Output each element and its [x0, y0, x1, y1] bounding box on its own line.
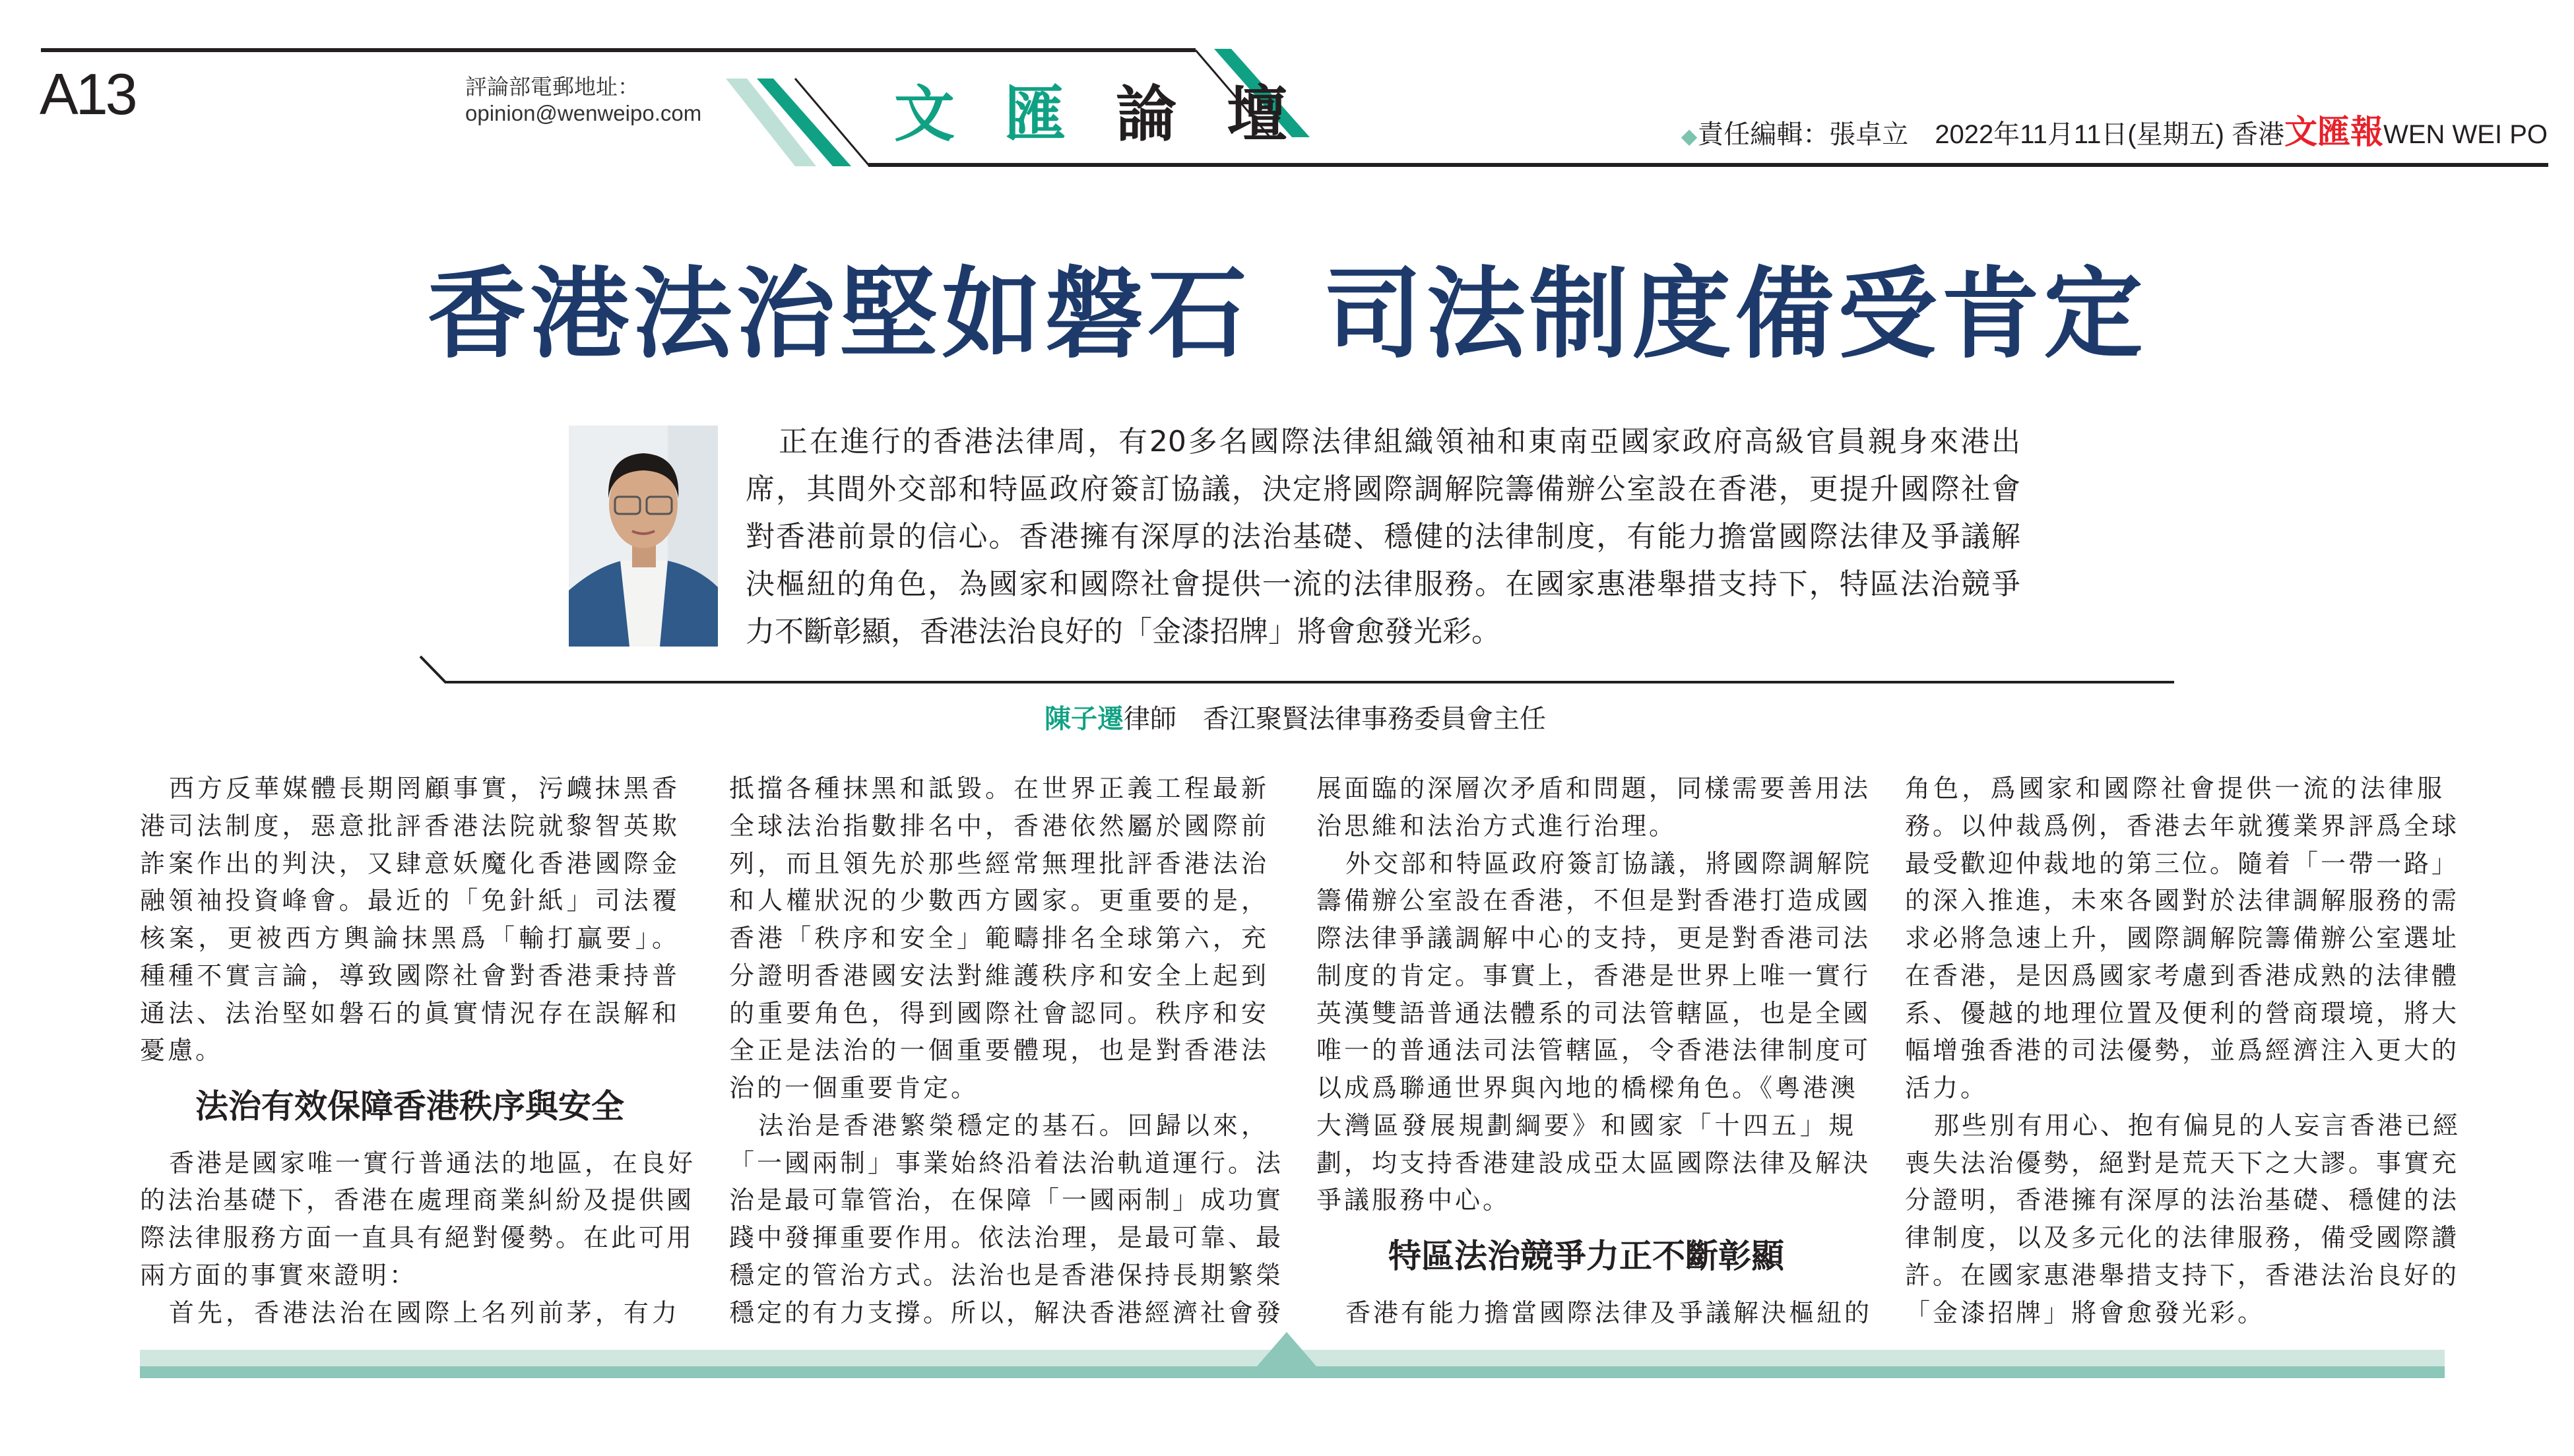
- body-text-line: 系、優越的地理位置及便利的營商環境，將大: [1905, 998, 2460, 1028]
- body-text-line: 角色，爲國家和國際社會提供一流的法律服: [1905, 774, 2445, 803]
- email-block: [465, 74, 701, 127]
- footer-triangle: [1257, 1332, 1316, 1366]
- body-text-line: 港司法制度，惡意批評香港法院就黎智英欺: [140, 811, 680, 840]
- body-text-line: 列，而且領先於那些經常無理批評香港法治: [729, 848, 1269, 878]
- newspaper-logo-en: WEN WEI PO: [2383, 120, 2548, 149]
- footer-bar-dark: [140, 1366, 2445, 1378]
- body-text-line: 許。在國家惠港舉措支持下，香港法治良好的: [1905, 1260, 2460, 1290]
- subheading: 法治有效保障香港秩序與安全: [195, 1087, 624, 1125]
- article-column-2: [729, 770, 1284, 1331]
- body-text-line: 英漢雙語普通法體系的司法管轄區，也是全國: [1316, 998, 1871, 1028]
- body-text-line: 以成爲聯通世界與內地的橋樑角色。《粵港澳: [1316, 1073, 1859, 1102]
- body-text-line: 劃，均支持香港建設成亞太區國際法律及解決: [1316, 1148, 1871, 1178]
- body-text-line: 唯一的普通法司法管轄區，令香港法律制度可: [1316, 1036, 1871, 1065]
- body-text-line: 憂慮。: [140, 1036, 224, 1065]
- article-column-1: [140, 770, 696, 1331]
- body-text-line: 喪失法治優勢，絕對是荒天下之大謬。事實充: [1905, 1148, 2460, 1178]
- editor-credit: 責任編輯：張卓立: [1697, 120, 1909, 149]
- body-text-line: 「金漆招牌」將會愈發光彩。: [1905, 1298, 2266, 1327]
- diamond-icon: ◆: [1681, 124, 1698, 148]
- intro-separator: [420, 656, 2174, 682]
- body-text-line: 際法律爭議調解中心的支持，更是對香港司法: [1316, 924, 1871, 953]
- body-text-line: 外交部和特區政府簽訂協議，將國際調解院: [1345, 848, 1873, 878]
- body-text-line: 際法律服務方面一直具有絕對優勢。在此可用: [140, 1223, 695, 1252]
- intro-line: 對香港前景的信心。香港擁有深厚的法治基礎、穩健的法律制度，有能力擔當國際法律及爭議解: [746, 520, 2020, 554]
- body-text-line: 的重要角色，得到國際社會認同。秩序和安: [729, 998, 1269, 1028]
- body-text-line: 籌備辦公室設在香港，不但是對香港打造成國: [1316, 886, 1871, 916]
- body-text-line: 制度的肯定。事實上，香港是世界上唯一實行: [1316, 961, 1871, 990]
- body-text-line: 種種不實言論，導致國際社會對香港秉持普: [140, 961, 680, 990]
- issue-date: 2022年11月11日(星期五): [1935, 120, 2224, 149]
- body-text-line: 那些別有用心、抱有偏見的人妄言香港已經: [1934, 1110, 2461, 1140]
- page-number: A13: [40, 61, 135, 127]
- body-text-line: 兩方面的事實來證明：: [140, 1260, 418, 1290]
- body-text-line: 詐案作出的判決，又肆意妖魔化香港國際金: [140, 848, 680, 878]
- body-text-line: 通法、法治堅如磐石的眞實情況存在誤解和: [140, 998, 680, 1028]
- body-text-line: 在香港，是因爲國家考慮到香港成熟的法律體: [1905, 961, 2460, 990]
- body-text-line: 分證明香港國安法對維護秩序和安全上起到: [729, 961, 1269, 990]
- body-text-line: 求必將急速上升，國際調解院籌備辦公室選址: [1905, 924, 2460, 953]
- body-text-line: 幅增強香港的司法優勢，並爲經濟注入更大的: [1905, 1036, 2460, 1065]
- section-title-dark: 論 壇: [1116, 79, 1303, 150]
- body-text-line: 西方反華媒體長期罔顧事實，污衊抹黑香: [169, 774, 680, 803]
- email-label: 評論部電郵地址：: [465, 75, 639, 99]
- body-text-line: 爭議服務中心。: [1316, 1186, 1511, 1215]
- author-title: 律師 香江聚賢法律事務委員會主任: [1124, 704, 1546, 734]
- body-text-line: 核案，更被西方輿論抹黑爲「輸打贏要」。: [140, 924, 680, 953]
- intro-line: 席，其間外交部和特區政府簽訂協議，決定將國際調解院籌備辦公室設在香港，更提升國際社會: [746, 472, 2020, 506]
- body-text-line: 的深入推進，未來各國對於法律調解服務的需: [1905, 886, 2460, 916]
- body-text-line: 治思維和法治方式進行治理。: [1316, 811, 1677, 840]
- body-text-line: 分證明，香港擁有深厚的法治基礎、穩健的法: [1905, 1186, 2460, 1215]
- body-text-line: 踐中發揮重要作用。依法治理，是最可靠、最: [729, 1223, 1284, 1252]
- section-title: [894, 66, 1302, 153]
- author-photo: [569, 426, 718, 647]
- body-text-line: 抵擋各種抹黑和詆毀。在世界正義工程最新: [729, 774, 1269, 803]
- body-text-line: 治的一個重要肯定。: [729, 1073, 979, 1102]
- article-column-4: [1905, 770, 2461, 1331]
- body-text-line: 穩定的有力支撐。所以，解決香港經濟社會發: [729, 1298, 1284, 1327]
- body-text-line: 穩定的管治方式。法治也是香港保持長期繁榮: [729, 1260, 1284, 1290]
- body-text-line: 律制度，以及多元化的法律服務，備受國際讚: [1905, 1223, 2460, 1252]
- headline-part-1: 香港法治堅如磐石: [427, 256, 1251, 372]
- author-name: 陳子遷: [1045, 704, 1124, 734]
- body-text-line: 全正是法治的一個重要體現，也是對香港法: [729, 1036, 1269, 1065]
- article-column-3: [1316, 770, 1873, 1331]
- body-text-line: 大灣區發展規劃綱要》和國家「十四五」規: [1316, 1110, 1856, 1140]
- body-text-line: 融領袖投資峰會。最近的「免針紙」司法覆: [140, 886, 680, 916]
- body-text-line: 展面臨的深層次矛盾和問題，同樣需要善用法: [1316, 774, 1871, 803]
- headline-part-2: 司法制度備受肯定: [1323, 256, 2147, 372]
- body-text-line: 首先，香港法治在國際上名列前茅，有力: [169, 1298, 680, 1327]
- section-title-teal: 文 匯: [894, 79, 1081, 150]
- header-meta: [1681, 106, 2548, 153]
- body-text-line: 活力。: [1905, 1073, 1989, 1102]
- body-text-line: 香港「秩序和安全」範疇排名全球第六，充: [729, 924, 1269, 953]
- intro-line: 決樞紐的角色，為國家和國際社會提供一流的法律服務。在國家惠港舉措支持下，特區法治競爭: [746, 567, 2020, 601]
- subheading: 特區法治競爭力正不斷彰顯: [1388, 1237, 1784, 1275]
- body-text-line: 的法治基礎下，香港在處理商業糾紛及提供國: [140, 1186, 695, 1215]
- intro-paragraph: [746, 418, 2020, 656]
- body-text-line: 香港有能力擔當國際法律及爭議解決樞紐的: [1345, 1298, 1873, 1327]
- body-text-line: 香港是國家唯一實行普通法的地區，在良好: [169, 1148, 696, 1178]
- body-text-line: 務。以仲裁爲例，香港去年就獲業界評爲全球: [1905, 811, 2460, 840]
- body-text-line: 最受歡迎仲裁地的第三位。隨着「一帶一路」: [1905, 848, 2460, 878]
- body-text-line: 「一國兩制」事業始終沿着法治軌道運行。法: [729, 1148, 1284, 1178]
- headline: [0, 234, 2574, 377]
- body-text-line: 全球法治指數排名中，香港依然屬於國際前: [729, 811, 1269, 840]
- newspaper-logo: 文匯報: [2284, 112, 2384, 151]
- body-text-line: 法治是香港繁榮穩定的基石。回歸以來，: [758, 1110, 1269, 1140]
- email-address[interactable]: opinion@wenweipo.com: [465, 101, 702, 125]
- body-text-line: 治是最可靠管治，在保障「一國兩制」成功實: [729, 1186, 1284, 1215]
- location: 香港: [2232, 120, 2285, 149]
- body-text-line: 和人權狀況的少數西方國家。更重要的是，: [729, 886, 1269, 916]
- intro-line: 正在進行的香港法律周，有20多名國際法律組織領袖和東南亞國家政府高級官員親身來港出: [779, 425, 2020, 459]
- byline: [726, 698, 1865, 736]
- intro-line: 力不斷彰顯，香港法治良好的「金漆招牌」將會愈發光彩。: [746, 615, 1500, 649]
